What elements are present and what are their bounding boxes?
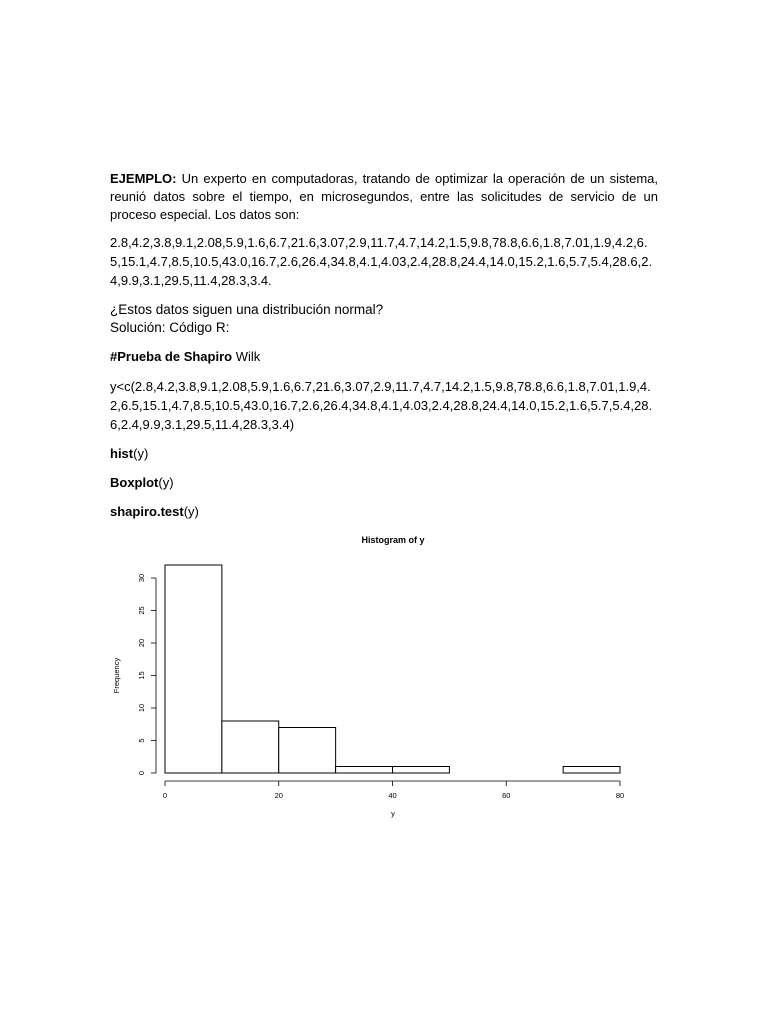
- code-boxplot: [110, 474, 658, 492]
- x-tick-label: 40: [388, 791, 397, 800]
- histogram-bar: [222, 721, 279, 773]
- intro-label: EJEMPLO:: [110, 171, 177, 186]
- y-tick-label: 10: [137, 703, 146, 713]
- code-hist-fn: hist: [110, 446, 134, 461]
- y-tick-label: 25: [137, 606, 146, 615]
- y-tick-label: 0: [137, 770, 146, 776]
- histogram-bar: [563, 767, 620, 774]
- y-tick-label: 30: [137, 573, 146, 583]
- histogram-bars: [165, 565, 620, 773]
- y-tick-label: 5: [137, 738, 146, 743]
- intro-text: Un experto en computadoras, tratando de optimizar la operación de un sistema, reunió datos sobre el tiempo, en microsegundos, entre las solicitudes de servicio de un proceso especial. Los datos son:: [110, 171, 658, 222]
- x-tick-label: 20: [274, 791, 283, 800]
- code-shapiro-arg: (y): [183, 504, 199, 519]
- code-assign: y<c(2.8,4.2,3.8,9.1,2.08,5.9,1.6,6.7,21.6,3.07,2.9,11.7,4.7,14.2,1.5,9.8,78.8,6.6,1.8,7.01,1.9,4.2,6.5,15.1,4.7,8.5,10.5,43.0,16.7,2.6,26.4,34.8,4.1,4.03,2.4,28.8,24.4,14.0,15.2,1.6,5.7,5.4,28.6,2.4,9.9,3.1,29.5,11.4,28.3,3.4): [110, 379, 653, 432]
- code-boxplot-fn: Boxplot: [110, 475, 159, 490]
- question-text: ¿Estos datos siguen una distribución normal?: [110, 302, 384, 317]
- solution-text: Solución: Código R:: [110, 320, 230, 335]
- x-axis-label: y: [391, 809, 395, 818]
- code-comment-bold: #Prueba de Shapiro: [110, 349, 233, 364]
- histogram-bar: [393, 767, 450, 774]
- x-tick-label: 60: [502, 791, 511, 800]
- histogram-svg: [108, 520, 653, 820]
- x-tick-label: 0: [162, 791, 168, 800]
- code-shapiro: [110, 503, 658, 521]
- x-axis: [163, 781, 624, 800]
- code-hist: [110, 445, 658, 463]
- y-tick-label: 15: [137, 671, 146, 680]
- data-list: 2.8,4.2,3.8,9.1,2.08,5.9,1.6,6.7,21.6,3.07,2.9,11.7,4.7,14.2,1.5,9.8,78.8,6.6,1.8,7.01,1.9,4.2,6.5,15.1,4.7,8.5,10.5,43.0,16.7,2.6,26.4,34.8,4.1,4.03,2.4,28.8,24.4,14.0,15.2,1.6,5.7,5.4,28.6,2.4,9.9,3.1,29.5,11.4,28.3,3.4.: [110, 235, 653, 288]
- y-tick-label: 20: [137, 638, 146, 648]
- code-boxplot-arg: (y): [158, 475, 174, 490]
- histogram-bar: [165, 565, 222, 773]
- histogram-bar: [336, 767, 393, 774]
- code-shapiro-fn: shapiro.test: [110, 504, 184, 519]
- y-axis-label: Frequency: [112, 657, 121, 694]
- document-body: [110, 170, 658, 521]
- histogram-chart: [108, 520, 653, 820]
- intro-paragraph: [110, 170, 658, 224]
- histogram-bar: [279, 728, 336, 774]
- code-hist-arg: (y): [133, 446, 149, 461]
- y-axis: [137, 574, 156, 775]
- code-comment-plain: Wilk: [232, 349, 261, 364]
- chart-title: Histogram of y: [361, 535, 425, 545]
- code-comment: [110, 348, 658, 366]
- x-tick-label: 80: [615, 791, 625, 800]
